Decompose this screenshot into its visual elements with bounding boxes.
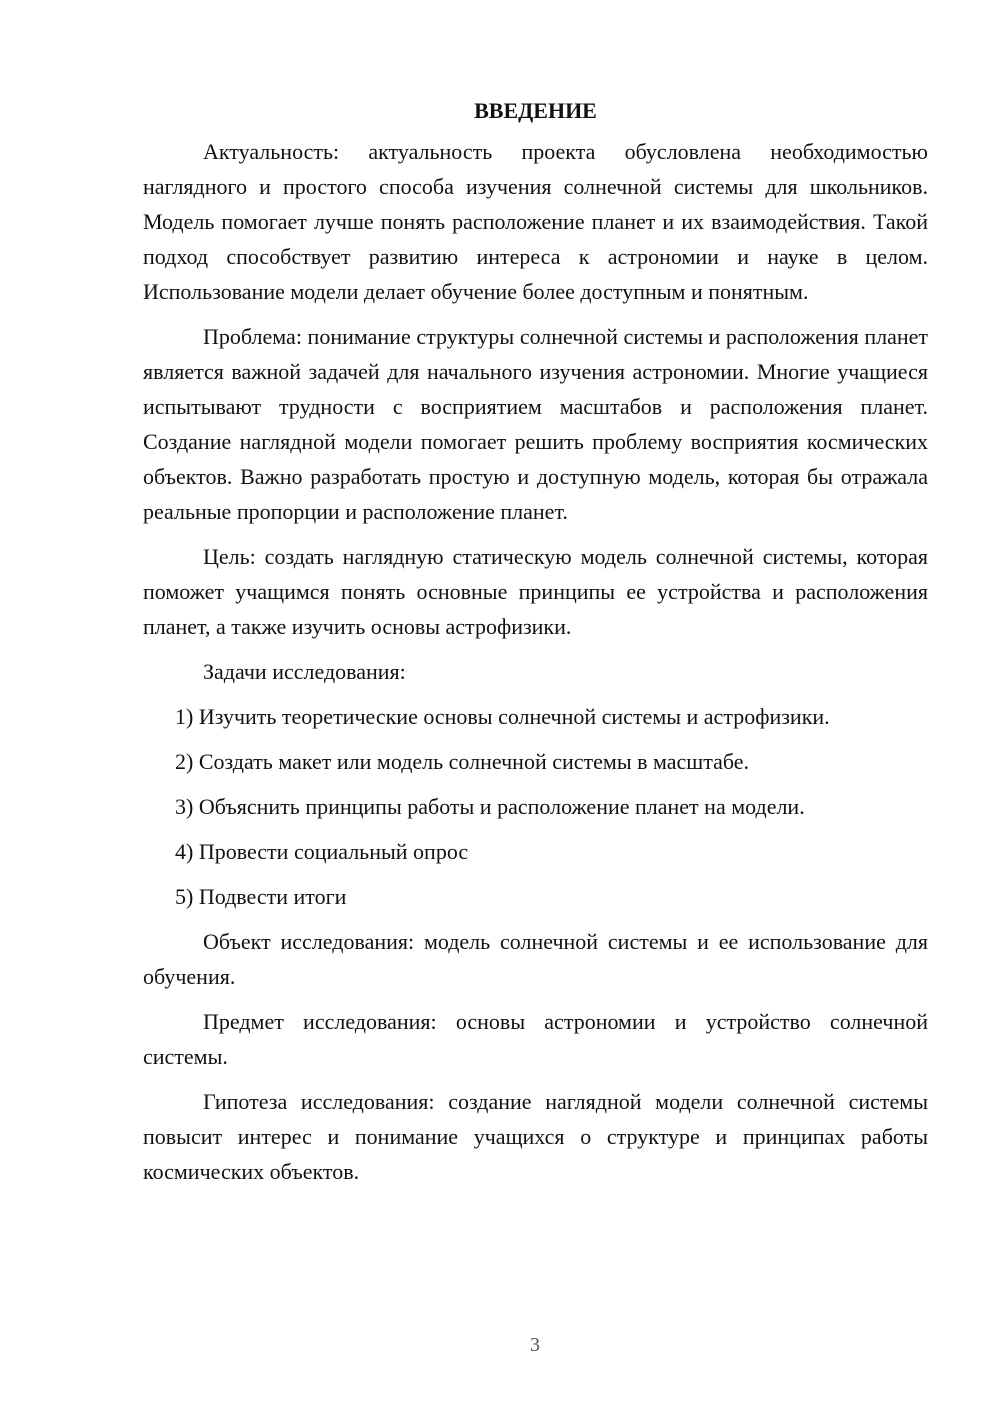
task-item-3: 3) Объяснить принципы работы и расположение планет на модели. [175, 794, 805, 819]
tasks-header: Задачи исследования: [203, 659, 406, 684]
paragraph-goal: Цель: создать наглядную статическую модель солнечной системы, которая поможет учащимся понять основные принципы ее устройства и расположения планет, а также изучить основы астрофизики. [143, 544, 928, 639]
paragraph-relevance: Актуальность: актуальность проекта обусловлена необходимостью наглядного и простого способа изучения солнечной системы для школьников. Модель помогает лучше понять расположение планет и их взаимодействия. Такой подход способствует развитию интереса к астрономии и науке в целом. Использование модели делает обучение более доступным и понятным. [143, 139, 928, 304]
task-item-4: 4) Провести социальный опрос [175, 839, 469, 864]
paragraph-subject: Предмет исследования: основы астрономии и устройство солнечной системы. [143, 1009, 928, 1069]
task-item-5: 5) Подвести итоги [175, 884, 347, 909]
page-content [143, 93, 928, 1189]
task-item-2: 2) Создать макет или модель солнечной системы в масштабе. [175, 749, 750, 774]
section-title: ВВЕДЕНИЕ [474, 98, 597, 123]
task-item-1: 1) Изучить теоретические основы солнечной системы и астрофизики. [175, 704, 830, 729]
paragraph-object: Объект исследования: модель солнечной системы и ее использование для обучения. [143, 929, 928, 989]
paragraph-problem: Проблема: понимание структуры солнечной системы и расположения планет является важной задачей для начального изучения астрономии. Многие учащиеся испытывают трудности с восприятием масштабов и расположения планет. Создание наглядной модели помогает решить проблему восприятия космических объектов. Важно разработать простую и доступную модель, которая бы отражала реальные пропорции и расположение планет. [143, 324, 928, 524]
paragraph-hypothesis: Гипотеза исследования: создание наглядной модели солнечной системы повысит интерес и понимание учащихся о структуре и принципах работы космических объектов. [143, 1089, 928, 1184]
page-number: 3 [530, 1334, 540, 1356]
